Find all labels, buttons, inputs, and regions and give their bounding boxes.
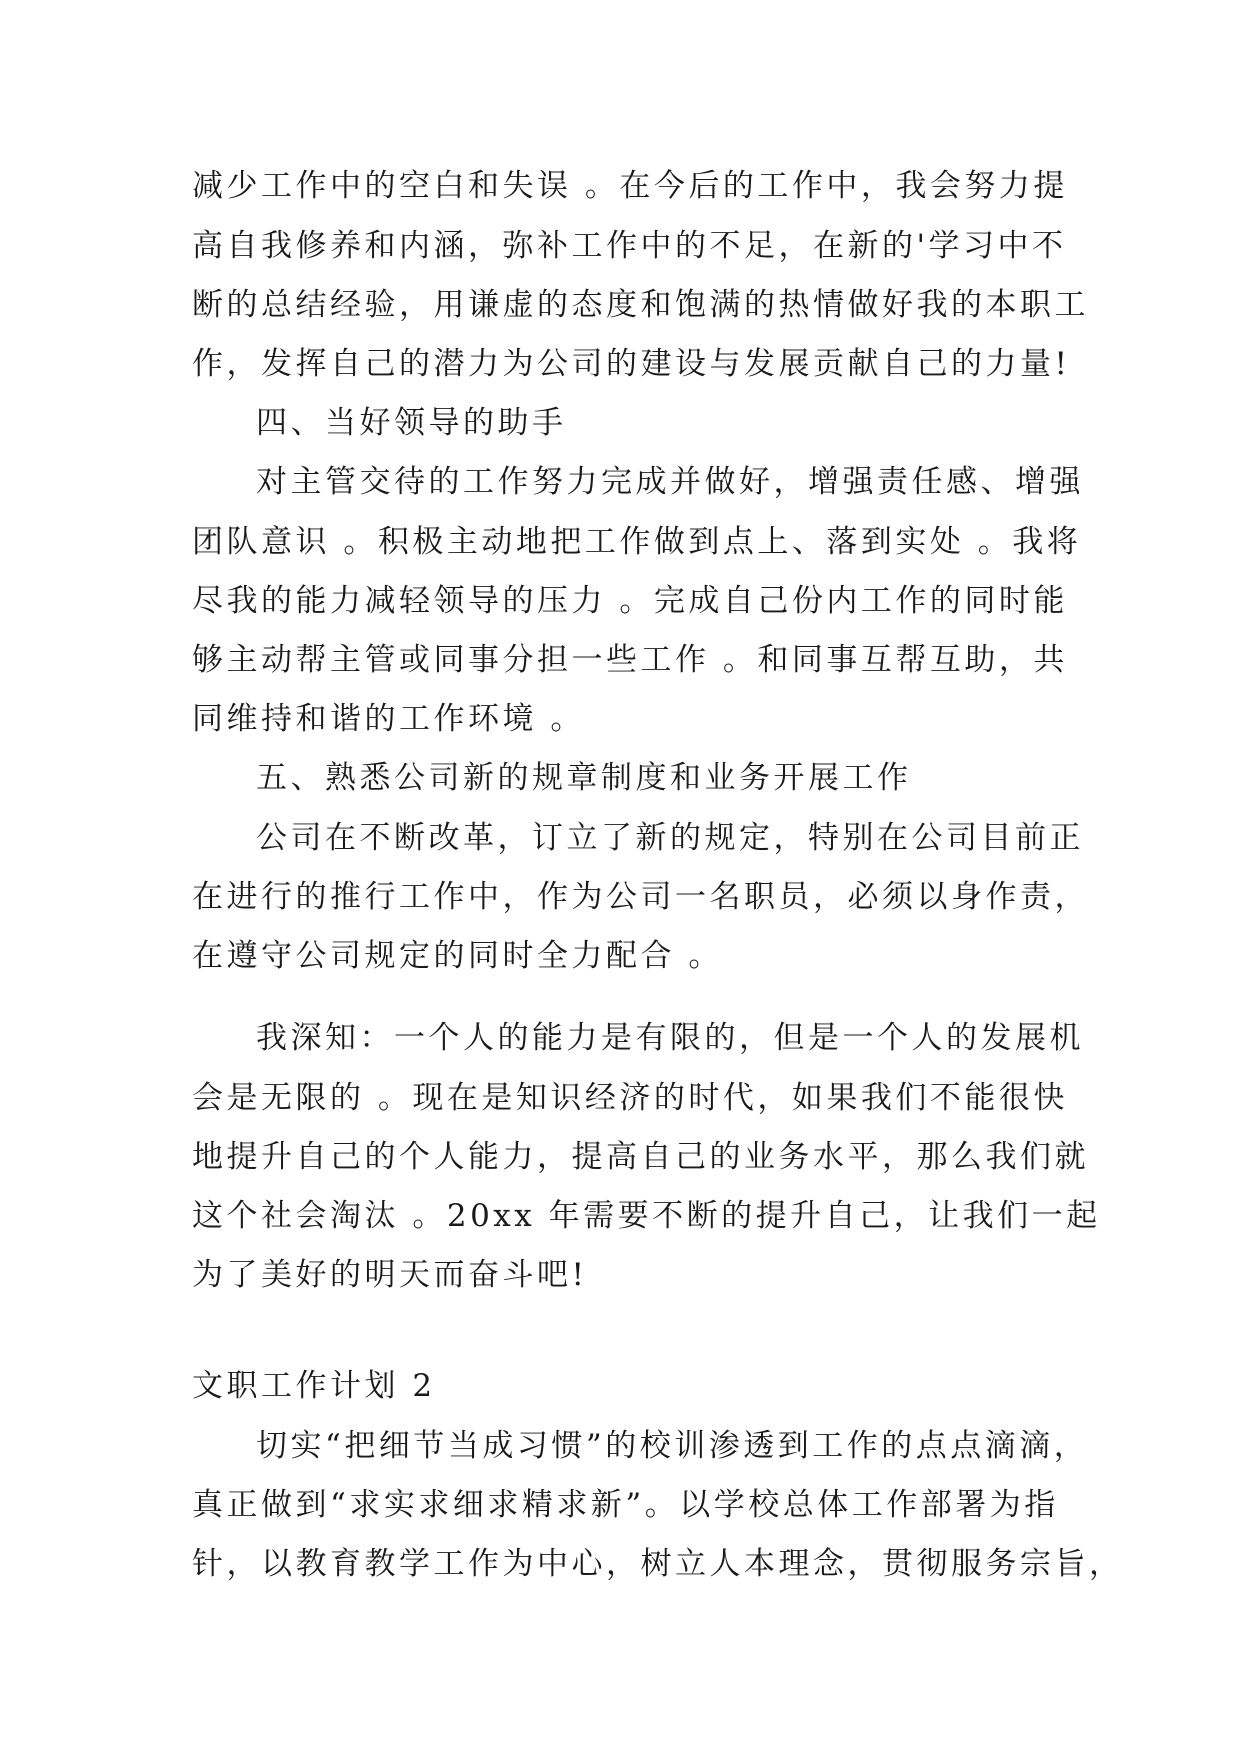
paragraph-line: 团队意识 。积极主动地把工作做到点上、落到实处 。我将 (192, 524, 1082, 560)
paragraph-line: 这个社会淘汰 。20xx 年需要不断的提升自己，让我们一起 (192, 1198, 1101, 1234)
paragraph-line: 公司在不断改革，订立了新的规定，特别在公司目前正 (256, 820, 1084, 856)
section-heading: 四、当好领导的助手 (256, 405, 567, 441)
paragraph-line: 作，发挥自己的潜力为公司的建设与发展贡献自己的力量! (192, 346, 1071, 382)
paragraph-line: 对主管交待的工作努力完成并做好，增强责任感、增强 (256, 464, 1084, 500)
paragraph-line: 针，以教育教学工作为中心，树立人本理念，贯彻服务宗旨， (192, 1546, 1124, 1582)
paragraph-line: 在遵守公司规定的同时全力配合 。 (192, 938, 723, 974)
paragraph-line: 高自我修养和内涵，弥补工作中的不足，在新的'学习中不 (192, 228, 1067, 264)
paragraph-line: 切实“把细节当成习惯”的校训渗透到工作的点点滴滴， (256, 1428, 1089, 1464)
paragraph-line: 断的总结经验，用谦虚的态度和饱满的热情做好我的本职工 (192, 287, 1089, 323)
paragraph-line: 尽我的能力减轻领导的压力 。完成自己份内工作的同时能 (192, 583, 1068, 619)
paragraph-line: 够主动帮主管或同事分担一些工作 。和同事互帮互助，共 (192, 642, 1068, 678)
section-heading: 五、熟悉公司新的规章制度和业务开展工作 (256, 760, 912, 796)
paragraph-line: 减少工作中的空白和失误 。在今后的工作中，我会努力提 (192, 168, 1068, 204)
paragraph-line: 地提升自己的个人能力，提高自己的业务水平，那么我们就 (192, 1139, 1089, 1175)
paragraph-line: 真正做到“求实求细求精求新”。以学校总体工作部署为指 (192, 1487, 1059, 1523)
paragraph-line: 我深知：一个人的能力是有限的，但是一个人的发展机 (256, 1020, 1084, 1056)
paragraph-line: 为了美好的明天而奋斗吧! (192, 1257, 588, 1293)
paragraph-line: 在进行的推行工作中，作为公司一名职员，必须以身作责， (192, 879, 1089, 915)
document-title: 文职工作计划 2 (192, 1368, 436, 1404)
paragraph-line: 同维持和谐的工作环境 。 (192, 701, 585, 737)
paragraph-line: 会是无限的 。现在是知识经济的时代，如果我们不能很快 (192, 1080, 1068, 1116)
